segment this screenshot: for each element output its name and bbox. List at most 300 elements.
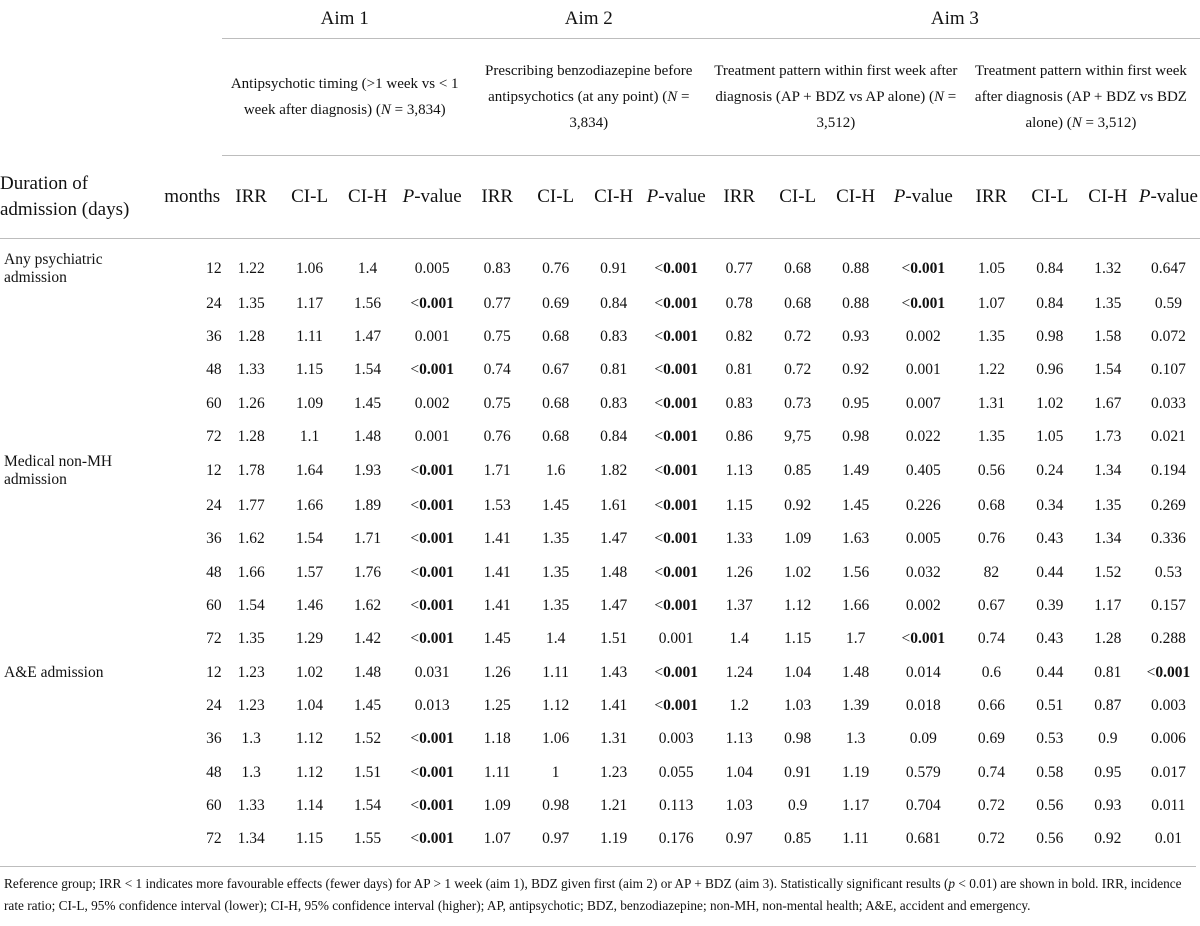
value-cell: 1.3 [845,730,866,748]
value-cell: 1.24 [725,663,753,681]
value-cell: 0.68 [542,427,570,445]
value-cell: 1.11 [296,327,323,345]
value-cell: 0.405 [905,462,941,480]
value-cell: 1.02 [784,563,812,581]
value-cell: 0.176 [658,830,694,848]
value-cell: 0.53 [1154,563,1182,581]
value-cell: 0.81 [1094,663,1122,681]
value-cell: 1.11 [542,663,569,681]
value-cell: 0.74 [977,630,1005,648]
value-cell: 0.021 [1150,427,1186,445]
value-cell: 0.24 [1036,462,1064,480]
value-cell: 1.17 [296,294,324,312]
table-row [0,239,1200,288]
table-row [0,656,1200,689]
value-cell: 0.98 [542,796,570,814]
value-cell: 0.84 [600,427,628,445]
value-cell: 1.47 [600,530,628,548]
value-cell: <0.001 [654,462,698,480]
value-cell: 1.35 [542,597,570,615]
column-header-1-p-value: P-value [397,156,468,239]
value-cell: 0.9 [788,796,808,814]
value-cell: 1.04 [784,663,812,681]
value-cell: <0.001 [410,763,454,781]
value-cell: 1.03 [784,696,812,714]
value-cell: 0.56 [1036,830,1064,848]
value-cell: 1.45 [542,497,570,515]
value-cell: 9,75 [784,427,812,445]
value-cell: 1.2 [729,696,749,714]
value-cell: 0.002 [905,597,941,615]
value-cell: 0.34 [1036,497,1064,515]
aim-3-heading: Aim 3 [710,0,1200,39]
value-cell: 1.73 [1094,427,1122,445]
value-cell: 1.05 [1036,427,1064,445]
value-cell: 82 [983,563,1000,581]
value-cell: 1.15 [725,497,753,515]
value-cell: 1.06 [542,730,570,748]
value-cell: 1.77 [237,497,265,515]
value-cell: 0.013 [414,696,450,714]
column-header-2-p-value: P-value [643,156,710,239]
value-cell: <0.001 [901,630,946,648]
value-cell: <0.001 [654,394,698,412]
months-cell: 60 [206,597,222,615]
value-cell: 1.45 [353,696,382,714]
value-cell: 1.26 [725,563,753,581]
value-cell: <0.001 [901,294,946,312]
value-cell: 1.6 [545,462,566,480]
value-cell: 1.41 [483,563,511,581]
value-cell: 1.37 [725,597,753,615]
value-cell: 1.52 [1094,563,1122,581]
value-cell: 0.113 [659,796,694,814]
value-cell: 1.3 [241,763,261,781]
value-cell: <0.001 [1146,663,1191,681]
value-cell: 0.91 [784,763,812,781]
value-cell: <0.001 [410,830,454,848]
value-cell: 1.54 [353,796,382,814]
value-cell: 0.002 [905,327,941,345]
analysis-4-description: Treatment pattern within first week after diagnosis (AP + BDZ vs BDZ alone) (N = 3,512) [974,63,1187,131]
months-header: months [164,185,221,207]
value-cell: 0.001 [414,427,450,445]
value-cell: <0.001 [410,630,454,648]
value-cell: 0.84 [1036,294,1064,312]
table-row [0,723,1200,756]
value-cell: 1.49 [842,462,870,480]
value-cell: 1.54 [353,361,382,379]
value-cell: 0.93 [1094,796,1122,814]
value-cell: 1.17 [1094,597,1122,615]
value-cell: 1.82 [600,462,628,480]
value-cell: 1.19 [842,763,870,781]
value-cell: 1.21 [600,796,628,814]
value-cell: 1.89 [353,497,382,515]
value-cell: 1.51 [600,630,628,648]
value-cell: 1.33 [725,530,753,548]
value-cell: 0.001 [905,361,941,379]
value-cell: <0.001 [654,361,698,379]
table-row [0,756,1200,789]
value-cell: <0.001 [410,294,454,312]
value-cell: 1.63 [842,530,870,548]
value-cell: 1.23 [237,663,265,681]
column-header-2-irr: IRR [468,156,527,239]
value-cell: 0.157 [1150,597,1186,615]
value-cell: 0.017 [1150,763,1186,781]
value-cell: 0.51 [1036,696,1064,714]
months-cell: 36 [206,327,222,345]
value-cell: 1.12 [296,730,324,748]
value-cell: 1.35 [1094,497,1122,515]
table-row [0,822,1200,855]
value-cell: 1.48 [353,427,382,445]
value-cell: 0.58 [1036,763,1064,781]
value-cell: 0.72 [784,361,812,379]
value-cell: 0.44 [1036,663,1064,681]
value-cell: <0.001 [410,796,454,814]
months-cell: 72 [206,427,222,445]
value-cell: 1.55 [353,830,382,848]
value-cell: <0.001 [901,260,946,277]
value-cell: 0.98 [1036,327,1064,345]
value-cell: 1.34 [1094,530,1122,548]
value-cell: 1.66 [237,563,265,581]
value-cell: 1.28 [237,327,265,345]
value-cell: 1.32 [1094,260,1122,277]
value-cell: 0.97 [725,830,753,848]
analysis-1-description: Antipsychotic timing (>1 week vs < 1 week after diagnosis) (N = 3,834) [230,76,459,118]
table-row [0,689,1200,722]
value-cell: 0.76 [542,260,570,277]
value-cell: 1.57 [296,563,324,581]
value-cell: 1.62 [237,530,265,548]
value-cell: 0.09 [909,730,937,748]
column-header-1-ci-h: CI-H [339,156,397,239]
value-cell: 0.77 [483,294,511,312]
value-cell: 0.86 [725,427,753,445]
value-cell: 0.74 [483,361,511,379]
value-cell: <0.001 [654,294,698,312]
value-cell: 1.54 [237,597,265,615]
value-cell: <0.001 [410,530,454,548]
months-cell: 48 [206,763,222,781]
value-cell: 0.007 [905,394,941,412]
value-cell: 1.17 [842,796,870,814]
value-cell: 0.76 [977,530,1005,548]
value-cell: 1.45 [483,630,511,648]
value-cell: 0.647 [1150,260,1186,277]
value-cell: 1.48 [600,563,628,581]
column-header-3-ci-h: CI-H [827,156,885,239]
value-cell: 0.39 [1036,597,1064,615]
value-cell: 0.84 [1036,260,1064,277]
value-cell: 0.072 [1150,327,1186,345]
value-cell: 0.75 [483,327,511,345]
value-cell: 0.6 [981,663,1002,681]
value-cell: <0.001 [654,260,698,277]
value-cell: 0.01 [1154,830,1182,848]
value-cell: <0.001 [410,597,454,615]
value-cell: 0.107 [1150,361,1186,379]
months-cell: 36 [206,530,222,548]
value-cell: 1.45 [842,497,870,515]
column-header-4-irr: IRR [962,156,1021,239]
value-cell: 1.39 [842,696,870,714]
value-cell: 0.018 [905,696,941,714]
value-cell: 1.13 [725,730,753,748]
value-cell: 1.66 [842,597,870,615]
value-cell: 0.83 [600,327,628,345]
value-cell: 0.95 [842,394,870,412]
value-cell: 0.93 [842,327,870,345]
value-cell: 0.704 [905,796,941,814]
value-cell: 0.78 [725,294,753,312]
value-cell: <0.001 [654,597,698,615]
months-cell: 48 [206,563,222,581]
value-cell: 0.83 [600,394,628,412]
value-cell: 1.41 [600,696,628,714]
value-cell: 0.033 [1150,394,1186,412]
value-cell: 1.15 [784,630,812,648]
value-cell: 1.09 [784,530,812,548]
column-header-3-p-value: P-value [885,156,962,239]
group-label: Any psychiatric admission [4,251,103,286]
value-cell: <0.001 [410,462,454,480]
value-cell: 1.15 [296,830,324,848]
value-cell: 1.54 [296,530,324,548]
value-cell: 1.76 [353,563,382,581]
value-cell: 1.71 [483,462,511,480]
value-cell: 0.011 [1151,796,1186,814]
table-row [0,489,1200,522]
value-cell: 1.52 [353,730,382,748]
value-cell: 0.81 [725,361,753,379]
value-cell: 1.53 [483,497,511,515]
value-cell: 1.66 [296,497,324,515]
value-cell: 0.67 [977,597,1005,615]
value-cell: 1.35 [237,630,265,648]
table-row [0,420,1200,453]
value-cell: 0.92 [842,361,870,379]
value-cell: 0.68 [784,294,812,312]
value-cell: <0.001 [410,730,454,748]
value-cell: 0.92 [1094,830,1122,848]
column-header-2-ci-h: CI-H [585,156,643,239]
value-cell: <0.001 [410,563,454,581]
value-cell: 0.336 [1150,530,1186,548]
analysis-2-description: Prescribing benzodiazepine before antipsychotics (at any point) (N = 3,834) [485,63,693,131]
value-cell: 0.66 [977,696,1005,714]
table-footnote: Reference group; IRR < 1 indicates more favourable effects (fewer days) for AP > 1 week (aim 1), BDZ given first (aim 2) or AP + BDZ (aim 3). Statistically significant results (p < 0.01) are shown in bold. IRR, incidence rate ratio; CI-L, 95% confidence interval (lower); CI-H, 95% confidence interval (higher); AP, antipsychotic; BDZ, benzodiazepine; non-MH, non-mental health; A&E, accident and emergency. [0,866,1196,917]
value-cell: 1.25 [483,696,511,714]
value-cell: 1.22 [977,361,1005,379]
value-cell: 1.35 [542,563,570,581]
value-cell: 1.11 [483,763,511,781]
value-cell: 1.12 [542,696,570,714]
value-cell: <0.001 [654,663,698,681]
months-cell: 48 [206,361,222,379]
value-cell: 0.96 [1036,361,1064,379]
column-header-4-ci-l: CI-L [1021,156,1079,239]
value-cell: 0.97 [542,830,570,848]
months-cell: 24 [206,497,222,515]
value-cell: 1.35 [977,427,1005,445]
analysis-3-description: Treatment pattern within first week after diagnosis (AP + BDZ vs AP alone) (N = 3,512) [714,63,958,131]
column-header-1-irr: IRR [222,156,281,239]
value-cell: 1.46 [296,597,324,615]
value-cell: 0.69 [977,730,1005,748]
value-cell: 1.06 [296,260,324,277]
value-cell: 0.53 [1036,730,1064,748]
value-cell: 1.41 [483,597,511,615]
value-cell: 1.26 [237,394,265,412]
value-cell: 1.11 [842,830,869,848]
duration-header: Duration of admission (days) [0,172,130,220]
value-cell: 1.12 [296,763,324,781]
value-cell: 1.47 [600,597,628,615]
aim-1-heading: Aim 1 [222,0,468,39]
value-cell: 1.15 [296,361,324,379]
value-cell: 1.93 [353,462,382,480]
value-cell: 1.12 [784,597,812,615]
value-cell: 1.13 [725,462,753,480]
value-cell: 1.19 [600,830,628,848]
value-cell: 1.45 [353,394,382,412]
value-cell: 1.04 [725,763,753,781]
value-cell: 0.98 [784,730,812,748]
value-cell: 0.83 [725,394,753,412]
value-cell: 1.56 [842,563,870,581]
value-cell: 0.82 [725,327,753,345]
value-cell: 1.26 [483,663,511,681]
value-cell: 0.77 [725,260,753,277]
value-cell: 0.85 [784,830,812,848]
value-cell: 0.56 [977,462,1005,480]
value-cell: 0.579 [905,763,941,781]
months-cell: 36 [206,730,222,748]
value-cell: 1.05 [977,260,1005,277]
table-row [0,320,1200,353]
table-row [0,556,1200,589]
months-cell: 24 [206,696,222,714]
value-cell: 0.88 [842,260,870,277]
value-cell: 1.67 [1094,394,1122,412]
value-cell: 1.62 [353,597,382,615]
table-row [0,387,1200,420]
value-cell: 1.28 [237,427,265,445]
value-cell: 0.68 [977,497,1005,515]
value-cell: 1 [551,763,560,781]
value-cell: 0.76 [483,427,511,445]
value-cell: 1.02 [296,663,324,681]
value-cell: 1.48 [353,663,382,681]
table-row [0,287,1200,320]
value-cell: 0.002 [414,394,450,412]
value-cell: <0.001 [654,563,698,581]
value-cell: 1.33 [237,361,265,379]
value-cell: 0.68 [542,394,570,412]
value-cell: 0.68 [542,327,570,345]
value-cell: 0.031 [414,663,450,681]
value-cell: 0.43 [1036,630,1064,648]
value-cell: 1.23 [600,763,628,781]
value-cell: 1.31 [600,730,628,748]
value-cell: 1.09 [483,796,511,814]
table-row [0,453,1200,489]
value-cell: 1.22 [237,260,265,277]
value-cell: 1.71 [353,530,382,548]
value-cell: 1.78 [237,462,265,480]
value-cell: <0.001 [410,497,454,515]
value-cell: 0.67 [542,361,570,379]
value-cell: 1.47 [353,327,382,345]
value-cell: 1.35 [237,294,265,312]
table-row [0,789,1200,822]
value-cell: 1.03 [725,796,753,814]
months-cell: 12 [206,260,222,277]
value-cell: 0.032 [905,563,941,581]
value-cell: 0.003 [1150,696,1186,714]
months-cell: 60 [206,394,222,412]
value-cell: 0.95 [1094,763,1122,781]
value-cell: 0.001 [414,327,450,345]
value-cell: 1.43 [600,663,628,681]
value-cell: 0.85 [784,462,812,480]
value-cell: 1.28 [1094,630,1122,648]
value-cell: 1.56 [353,294,382,312]
value-cell: <0.001 [654,497,698,515]
value-cell: 0.72 [977,830,1005,848]
table-row [0,623,1200,656]
value-cell: 0.226 [905,497,941,515]
value-cell: 1.23 [237,696,265,714]
value-cell: 1.1 [299,427,320,445]
value-cell: 0.83 [483,260,511,277]
column-header-3-irr: IRR [710,156,769,239]
column-header-4-p-value: P-value [1137,156,1200,239]
value-cell: 0.72 [977,796,1005,814]
value-cell: 1.7 [845,630,866,648]
value-cell: 1.35 [977,327,1005,345]
column-header-4-ci-h: CI-H [1079,156,1137,239]
value-cell: 1.31 [977,394,1005,412]
value-cell: 0.055 [658,763,694,781]
value-cell: 1.14 [296,796,324,814]
value-cell: 1.4 [545,630,566,648]
value-cell: 0.75 [483,394,511,412]
value-cell: 1.4 [357,260,378,277]
value-cell: 0.84 [600,294,628,312]
value-cell: 1.35 [1094,294,1122,312]
value-cell: 0.022 [905,427,941,445]
value-cell: 0.014 [905,663,941,681]
value-cell: 1.02 [1036,394,1064,412]
value-cell: 0.43 [1036,530,1064,548]
value-cell: 1.35 [542,530,570,548]
months-cell: 72 [206,830,222,848]
value-cell: 0.005 [414,260,450,277]
column-header-3-ci-l: CI-L [769,156,827,239]
value-cell: 0.194 [1150,462,1186,480]
months-cell: 72 [206,630,222,648]
value-cell: 0.72 [784,327,812,345]
value-cell: 1.3 [241,730,261,748]
value-cell: 0.001 [658,630,694,648]
value-cell: <0.001 [654,427,698,445]
group-label: A&E admission [4,663,104,681]
